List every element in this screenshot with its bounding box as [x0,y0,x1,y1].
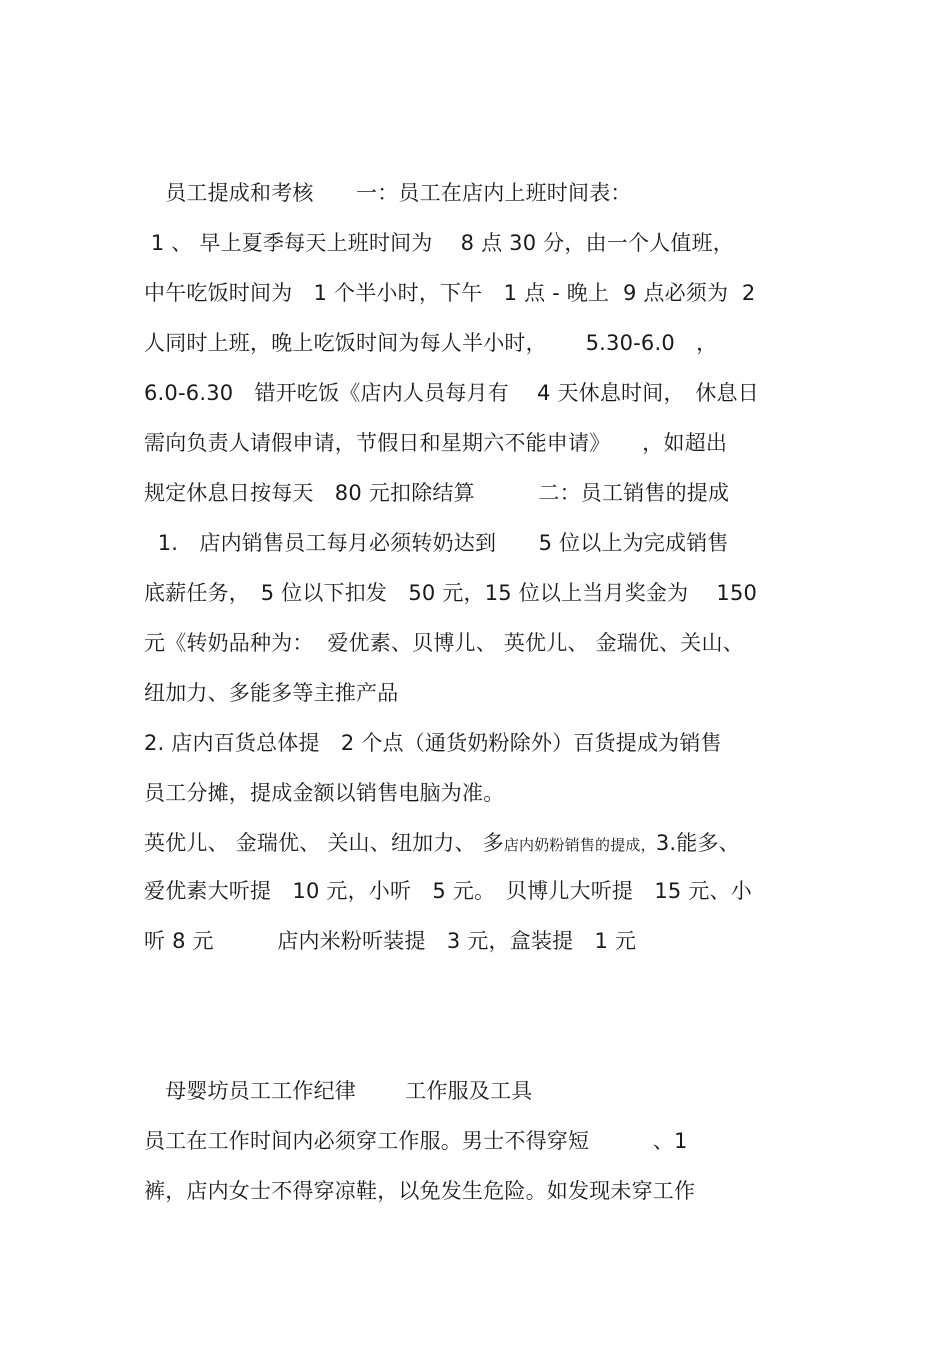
paragraph-line: 爱优素大听提 10 元，小听 5 元。 贝博儿大听提 15 元、小 [144,879,752,903]
paragraph-line: 员工在工作时间内必须穿工作服。男士不得穿短 、1 [144,1129,688,1153]
mixed-size-line [144,828,740,860]
paragraph-line: 中午吃饭时间为 1 个半小时，下午 1 点 - 晚上 9 点必须为 2 [144,281,756,305]
paragraph-line: 元《转奶品种为： 爱优素、贝博儿、 英优儿、 金瑞优、关山、 [144,631,744,655]
paragraph-line: 2. 店内百货总体提 2 个点（通货奶粉除外）百货提成为销售 [144,731,722,755]
section2-heading: 母婴坊员工工作纪律 工作服及工具 [144,1079,533,1103]
mixed-part-1: 英优儿、 金瑞优、 关山、纽加力、 多 [144,831,504,855]
paragraph-line: 需向负责人请假申请，节假日和星期六不能申请》 ，如超出 [144,431,728,455]
paragraph-line: 人同时上班，晚上吃饭时间为每人半小时， 5.30-6.0 ， [144,331,718,355]
doc-heading-line: 员工提成和考核 一：员工在店内上班时间表： [144,181,632,205]
paragraph-line: 纽加力、多能多等主推产品 [144,681,399,705]
paragraph-line: 裤，店内女士不得穿凉鞋，以免发生危险。如发现未穿工作 [144,1179,696,1203]
paragraph-line: 6.0-6.30 错开吃饭《店内人员每月有 4 天休息时间， 休息日 [144,381,759,405]
paragraph-line: 听 8 元 店内米粉听装提 3 元，盒装提 1 元 [144,929,637,953]
paragraph-line: 员工分摊，提成金额以销售电脑为准。 [144,781,505,805]
paragraph-line: 1. 店内销售员工每月必须转奶达到 5 位以上为完成销售 [144,531,729,555]
paragraph-line: 1 、 早上夏季每天上班时间为 8 点 30 分，由一个人值班， [144,231,734,255]
paragraph-line: 底薪任务， 5 位以下扣发 50 元，15 位以上当月奖金为 150 [144,581,758,605]
paragraph-line: 规定休息日按每天 80 元扣除结算 二：员工销售的提成 [144,481,730,505]
mixed-part-2-small: 店内奶粉销售的提成， [503,836,656,854]
mixed-part-3: 3.能多、 [655,831,740,855]
